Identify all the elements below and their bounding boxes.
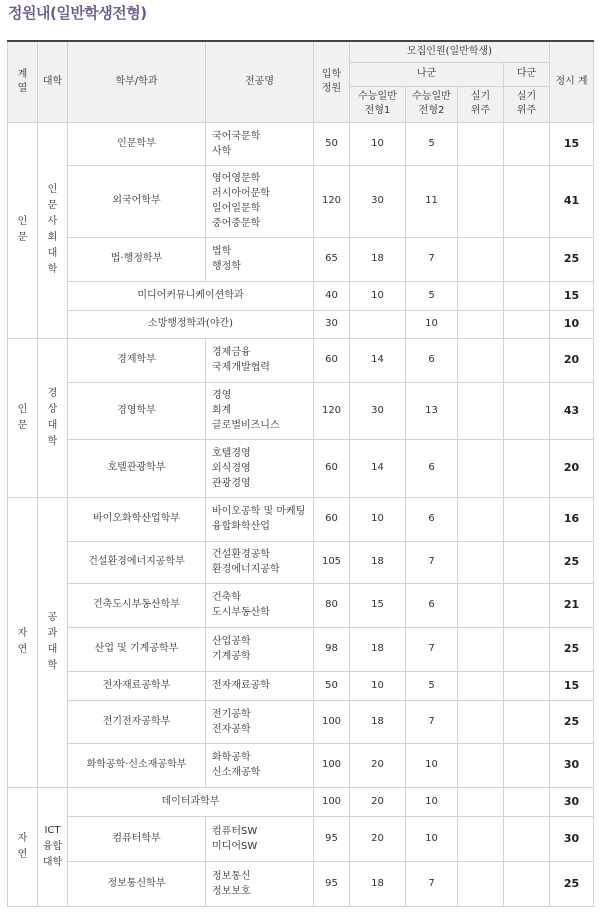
silgi-da-cell	[504, 787, 550, 816]
silgi-da-cell	[504, 816, 550, 861]
silgi-da-cell	[504, 743, 550, 787]
suneung1-cell: 10	[350, 281, 406, 310]
capacity-cell: 60	[314, 439, 350, 497]
dept-cell: 소방행정학과(야간)	[68, 310, 314, 338]
table-row	[8, 165, 594, 237]
field-cell	[8, 122, 38, 338]
total-cell: 25	[550, 700, 594, 743]
suneung2-cell: 6	[406, 439, 458, 497]
suneung1-cell: 18	[350, 541, 406, 583]
silgi-na-cell	[458, 281, 504, 310]
major-name: 전자공학	[212, 723, 251, 735]
capacity-cell: 30	[314, 310, 350, 338]
silgi-na-cell	[458, 583, 504, 627]
major-cell	[206, 165, 314, 237]
suneung1-cell: 20	[350, 816, 406, 861]
suneung2-cell: 6	[406, 338, 458, 382]
total-cell: 15	[550, 671, 594, 700]
table-row	[8, 541, 594, 583]
silgi-na-cell	[458, 627, 504, 671]
silgi-na-cell	[458, 382, 504, 439]
header-suneung2: 수능일반 전형2	[406, 86, 458, 122]
college-label: 인문사회대학	[47, 184, 58, 275]
field-label: 자연	[17, 832, 28, 860]
suneung2-cell: 6	[406, 583, 458, 627]
suneung2-cell: 5	[406, 281, 458, 310]
major-name: 경제금융	[212, 347, 251, 358]
table-row	[8, 338, 594, 382]
major-name: 국어국문학	[212, 130, 261, 142]
major-name: 국제개발협력	[212, 362, 270, 373]
major-name: 환경에너지공학	[212, 564, 280, 575]
silgi-da-cell	[504, 310, 550, 338]
page-title: 정원내(일반학생전형)	[8, 4, 147, 22]
major-cell	[206, 861, 314, 906]
table-row	[8, 816, 594, 861]
silgi-da-cell	[504, 497, 550, 541]
major-name: 미디어SW	[212, 840, 258, 852]
silgi-na-cell	[458, 541, 504, 583]
table-row	[8, 382, 594, 439]
table-row	[8, 281, 594, 310]
header-da-group: 다군	[504, 62, 550, 86]
field-label: 인문	[17, 403, 28, 431]
dept-cell: 데이터과학부	[68, 787, 314, 816]
header-suneung1: 수능일반 전형1	[350, 86, 406, 122]
suneung1-cell: 18	[350, 627, 406, 671]
major-cell	[206, 382, 314, 439]
major-name: 회계	[212, 405, 232, 416]
college-label: 경상대학	[47, 387, 58, 447]
major-name: 융합화학산업	[212, 521, 270, 532]
major-name: 호텔경영	[212, 447, 251, 459]
major-cell	[206, 671, 314, 700]
major-name: 영어영문학	[212, 173, 261, 184]
major-cell	[206, 237, 314, 281]
suneung2-cell: 6	[406, 497, 458, 541]
total-cell: 15	[550, 281, 594, 310]
capacity-cell: 60	[314, 497, 350, 541]
total-cell: 41	[550, 165, 594, 237]
college-label: 공과대학	[47, 612, 58, 671]
table-row	[8, 700, 594, 743]
suneung2-cell: 10	[406, 743, 458, 787]
major-name: 글로벌비즈니스	[212, 420, 280, 431]
capacity-cell: 100	[314, 787, 350, 816]
total-cell: 15	[550, 122, 594, 165]
suneung2-cell: 7	[406, 627, 458, 671]
suneung2-cell: 7	[406, 861, 458, 906]
total-cell: 30	[550, 787, 594, 816]
major-name: 건설환경공학	[212, 549, 270, 560]
silgi-da-cell	[504, 671, 550, 700]
dept-cell: 전자재료공학부	[68, 671, 206, 700]
total-cell: 30	[550, 743, 594, 787]
major-name: 중어중문학	[212, 218, 261, 229]
silgi-da-cell	[504, 338, 550, 382]
silgi-na-cell	[458, 122, 504, 165]
major-name: 컴퓨터SW	[212, 825, 258, 837]
field-label: 인문	[17, 216, 28, 243]
table-row	[8, 861, 594, 906]
total-cell: 25	[550, 237, 594, 281]
major-name: 기계공학	[212, 651, 251, 662]
suneung2-cell: 7	[406, 700, 458, 743]
table-row	[8, 627, 594, 671]
table-row	[8, 743, 594, 787]
major-cell	[206, 743, 314, 787]
header-silgi-na: 실기 위주	[458, 86, 504, 122]
silgi-na-cell	[458, 338, 504, 382]
suneung2-cell: 5	[406, 671, 458, 700]
silgi-da-cell	[504, 627, 550, 671]
silgi-da-cell	[504, 122, 550, 165]
header-field: 계열	[8, 41, 38, 122]
suneung1-cell: 18	[350, 237, 406, 281]
major-name: 전기공학	[212, 708, 251, 720]
silgi-da-cell	[504, 237, 550, 281]
dept-cell: 건설환경에너지공학부	[68, 541, 206, 583]
major-cell	[206, 627, 314, 671]
major-cell	[206, 700, 314, 743]
silgi-da-cell	[504, 439, 550, 497]
dept-cell: 경영학부	[68, 382, 206, 439]
capacity-cell: 120	[314, 165, 350, 237]
silgi-na-cell	[458, 310, 504, 338]
table-body	[8, 122, 594, 906]
major-name: 사학	[212, 145, 232, 157]
capacity-cell: 40	[314, 281, 350, 310]
suneung1-cell: 18	[350, 861, 406, 906]
header-na-group: 나군	[350, 62, 504, 86]
suneung1-cell: 14	[350, 338, 406, 382]
suneung1-cell: 10	[350, 497, 406, 541]
college-cell	[38, 497, 68, 787]
capacity-cell: 100	[314, 743, 350, 787]
capacity-cell: 65	[314, 237, 350, 281]
silgi-na-cell	[458, 816, 504, 861]
dept-cell: 외국어학부	[68, 165, 206, 237]
dept-cell: 미디어커뮤니케이션학과	[68, 281, 314, 310]
suneung2-cell: 13	[406, 382, 458, 439]
table-header	[8, 41, 594, 122]
total-cell: 25	[550, 541, 594, 583]
major-name: 바이오공학 및 마케팅	[212, 506, 306, 517]
dept-cell: 건축도시부동산학부	[68, 583, 206, 627]
major-name: 신소재공학	[212, 767, 261, 778]
major-cell	[206, 439, 314, 497]
college-cell	[38, 122, 68, 338]
total-cell: 10	[550, 310, 594, 338]
capacity-cell: 98	[314, 627, 350, 671]
dept-cell: 전기전자공학부	[68, 700, 206, 743]
total-cell: 43	[550, 382, 594, 439]
major-cell	[206, 497, 314, 541]
silgi-da-cell	[504, 165, 550, 237]
suneung1-cell: 10	[350, 122, 406, 165]
total-cell: 20	[550, 439, 594, 497]
major-name: 러시아어문학	[212, 188, 270, 199]
suneung2-cell: 10	[406, 310, 458, 338]
field-label: 자연	[17, 628, 28, 655]
table-row	[8, 439, 594, 497]
header-silgi-da: 실기 위주	[504, 86, 550, 122]
silgi-na-cell	[458, 439, 504, 497]
silgi-da-cell	[504, 281, 550, 310]
dept-cell: 정보통신학부	[68, 861, 206, 906]
major-cell	[206, 583, 314, 627]
major-name: 행정학	[212, 261, 241, 272]
major-name: 일어일문학	[212, 203, 261, 214]
dept-cell: 경제학부	[68, 338, 206, 382]
silgi-da-cell	[504, 861, 550, 906]
suneung2-cell: 10	[406, 787, 458, 816]
table-row	[8, 310, 594, 338]
dept-cell: 컴퓨터학부	[68, 816, 206, 861]
total-cell: 20	[550, 338, 594, 382]
suneung1-cell: 10	[350, 671, 406, 700]
major-name: 건축학	[212, 592, 241, 603]
suneung2-cell: 5	[406, 122, 458, 165]
table-row	[8, 237, 594, 281]
major-name: 관광경영	[212, 477, 251, 489]
field-cell	[8, 787, 38, 906]
silgi-da-cell	[504, 541, 550, 583]
field-cell	[8, 497, 38, 787]
header-major: 전공명	[206, 41, 314, 122]
college-cell	[38, 338, 68, 497]
capacity-cell: 100	[314, 700, 350, 743]
dept-cell: 인문학부	[68, 122, 206, 165]
dept-cell: 산업 및 기계공학부	[68, 627, 206, 671]
silgi-na-cell	[458, 743, 504, 787]
field-cell	[8, 338, 38, 497]
dept-cell: 법·행정학부	[68, 237, 206, 281]
dept-cell: 화학공학·신소재공학부	[68, 743, 206, 787]
silgi-na-cell	[458, 165, 504, 237]
silgi-da-cell	[504, 583, 550, 627]
total-cell: 25	[550, 861, 594, 906]
suneung2-cell: 7	[406, 541, 458, 583]
major-name: 도시부동산학	[212, 607, 270, 618]
table-row	[8, 497, 594, 541]
suneung2-cell: 7	[406, 237, 458, 281]
silgi-da-cell	[504, 700, 550, 743]
major-name: 산업공학	[212, 636, 251, 647]
header-recruit: 모집인원(일반학생)	[350, 41, 550, 62]
suneung2-cell: 11	[406, 165, 458, 237]
header-dept: 학부/학과	[68, 41, 206, 122]
suneung1-cell: 14	[350, 439, 406, 497]
table-row	[8, 122, 594, 165]
major-name: 법학	[212, 246, 232, 257]
table-row	[8, 583, 594, 627]
major-cell	[206, 338, 314, 382]
suneung1-cell: 30	[350, 382, 406, 439]
silgi-na-cell	[458, 787, 504, 816]
total-cell: 21	[550, 583, 594, 627]
table-row	[8, 787, 594, 816]
total-cell: 16	[550, 497, 594, 541]
capacity-cell: 60	[314, 338, 350, 382]
silgi-da-cell	[504, 382, 550, 439]
suneung1-cell: 30	[350, 165, 406, 237]
table-row	[8, 671, 594, 700]
major-cell	[206, 541, 314, 583]
suneung1-cell: 20	[350, 787, 406, 816]
silgi-na-cell	[458, 497, 504, 541]
suneung1-cell: 20	[350, 743, 406, 787]
capacity-cell: 95	[314, 861, 350, 906]
header-college: 대학	[38, 41, 68, 122]
silgi-na-cell	[458, 671, 504, 700]
college-label: ICT융합대학	[42, 824, 63, 868]
admission-quota-table	[7, 40, 594, 907]
major-name: 화학공학	[212, 752, 251, 763]
major-name: 정보보호	[212, 885, 251, 897]
major-cell	[206, 122, 314, 165]
total-cell: 25	[550, 627, 594, 671]
suneung1-cell	[350, 310, 406, 338]
suneung1-cell: 15	[350, 583, 406, 627]
header-total: 정시 계	[550, 41, 594, 122]
silgi-na-cell	[458, 861, 504, 906]
major-name: 경영	[212, 390, 232, 401]
college-cell	[38, 787, 68, 906]
capacity-cell: 120	[314, 382, 350, 439]
capacity-cell: 50	[314, 122, 350, 165]
major-name: 전자재료공학	[212, 680, 270, 691]
suneung2-cell: 10	[406, 816, 458, 861]
major-cell	[206, 816, 314, 861]
suneung1-cell: 18	[350, 700, 406, 743]
dept-cell: 호텔관광학부	[68, 439, 206, 497]
dept-cell: 바이오화학산업학부	[68, 497, 206, 541]
major-name: 정보통신	[212, 870, 251, 882]
header-capacity: 입학정원	[314, 41, 350, 122]
capacity-cell: 95	[314, 816, 350, 861]
silgi-na-cell	[458, 700, 504, 743]
silgi-na-cell	[458, 237, 504, 281]
capacity-cell: 50	[314, 671, 350, 700]
capacity-cell: 105	[314, 541, 350, 583]
capacity-cell: 80	[314, 583, 350, 627]
major-name: 외식경영	[212, 462, 251, 474]
total-cell: 30	[550, 816, 594, 861]
